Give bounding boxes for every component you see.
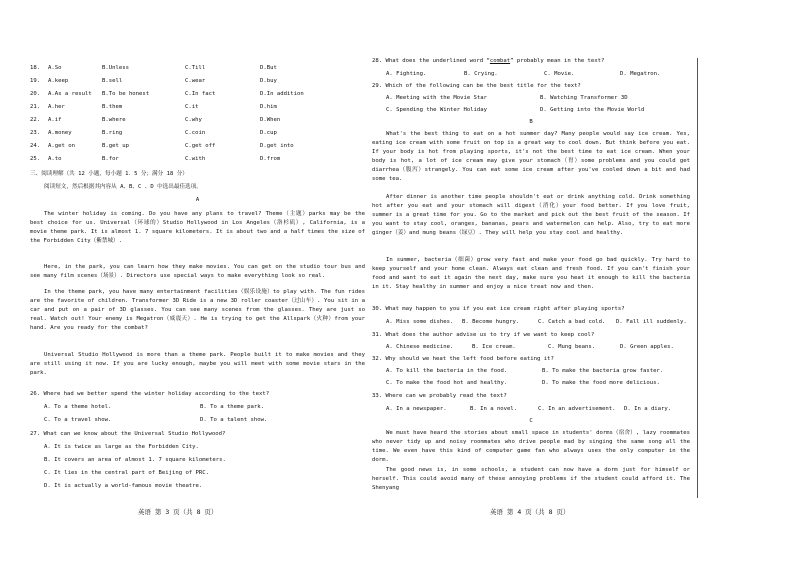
- section-title: 三、阅读理解（共 12 小题，每小题 1．5 分；满分 18 分）: [30, 171, 188, 177]
- passage-c-p2: The good news is, in some schools, a student can now have a dorm just for himself or herself. This could avoid many of these annoying problems if the student could afford it. The Shenyang: [372, 467, 690, 491]
- question-29: 29. Which of the following can be the best title for the text?: [372, 83, 581, 89]
- section-instruction: 阅读短文，然后根据其内容从 A、B、C 、D 中选出最佳选项。: [44, 184, 202, 190]
- left-page: [30, 0, 365, 562]
- page-footer-3: 英语 第 3 页（共 8 页）: [138, 508, 218, 516]
- q31-option-b: B. Ice cream.: [472, 344, 516, 350]
- cloze-option-c: C.with: [185, 156, 206, 162]
- q28-text-end: ” probably mean in the text?: [510, 58, 605, 64]
- q32-option-c: C. To make the food hot and healthy.: [386, 380, 508, 386]
- passage-b-p3: In summer, bacteria（细菌）grow very fast and make your food go bad quickly. Try hard to keep yourself and your home clean. Always eat clean and fresh food. If you can't finish your food and want to eat it again the next day, make sure you heat it enough to kill the bacteria in it. Stay healthy in summer and enjoy a nice treat now and then.: [372, 257, 690, 290]
- cloze-number: 21.: [30, 104, 41, 110]
- cloze-number: 19.: [30, 78, 41, 84]
- passage-b-label: B: [529, 119, 533, 125]
- q31-option-c: C. Mung beans.: [548, 344, 596, 350]
- cloze-option-d: D.When: [260, 117, 281, 123]
- cloze-number: 22.: [30, 117, 41, 123]
- q30-option-c: C. Catch a bad cold.: [538, 319, 606, 325]
- cloze-option-c: C.Till: [185, 65, 206, 71]
- cloze-number: 25.: [30, 156, 41, 162]
- cloze-option-a: A.money: [48, 130, 72, 136]
- q31-option-d: D. Green apples.: [620, 344, 674, 350]
- cloze-option-c: C.coin: [185, 130, 206, 136]
- passage-a-p2: Here, in the park, you can learn how they make movies. You can get on the studio tour bus and see many film scenes（场景）. Directors use special ways to make everything look so real.: [30, 264, 365, 279]
- page-footer-4: 英语 第 4 页（共 8 页）: [490, 508, 570, 516]
- cloze-option-b: B.ring: [102, 130, 123, 136]
- passage-b-p1: What's the best thing to eat on a hot summer day? Many people would say ice cream. Yes, eating ice cream with some fruit on top is a great way to cool down. But think before you eat. If your body is hot from playing sports, it's not the best time to eat ice cream. When your body is hot, a lot of ice cream may give your stomach（胃）some problems and you could get diarrhea（腹泻）strangely. You can eat some ice cream after you've cooled down a bit and had some tea.: [372, 131, 690, 182]
- cloze-option-a: A.get on: [48, 143, 75, 149]
- q29-option-b: B. Watching Transformer 3D: [540, 95, 628, 101]
- q30-option-b: B. Become hungry.: [462, 319, 520, 325]
- q30-option-d: D. Fall ill suddenly.: [616, 319, 687, 325]
- cloze-option-d: D.cup: [260, 130, 277, 136]
- passage-b-p2: After dinner is another time people shouldn't eat or drink anything cold. Drink something hot after you eat and your stomach will digest（消化）your food better. If you love fruit, summer is a great time for you. Go to the market and pick out the best fruit of the season. If you want to stay cool, oranges, bananas, pears and watermelon can help. Also, try to eat more ginger（姜）and mung beans（绿豆）. They will help you stay cool and healthy.: [372, 194, 690, 236]
- passage-a-p3: In the theme park, you have many entertainment facilities（娱乐设施）to play with. The fun rides are the favorite of children. Transformer 3D Ride is a new 3D roller coaster（过山车）. You sit in a car and put on a pair of 3D glasses. You can see many scenes from the glasses. They are just so real. Watch out! Your enemy is Megatron（威震天）. He is trying to get the Allspark（火种）from your hand. Are you ready for the combat?: [30, 289, 365, 331]
- q29-option-a: A. Meeting with the Movie Star: [386, 95, 488, 101]
- q29-option-c: C. Spending the Winter Holiday: [386, 107, 488, 113]
- cloze-option-b: B.for: [102, 156, 119, 162]
- q27-option-d: D. It is actually a world-famous movie theatre.: [44, 483, 203, 489]
- passage-c-label: C: [529, 418, 533, 424]
- cloze-option-a: A.to: [48, 156, 62, 162]
- question-30: 30. What may happen to you if you eat ice cream right after playing sports?: [372, 306, 625, 312]
- cloze-option-d: D.from: [260, 156, 281, 162]
- q26-option-c: C. To a travel show.: [44, 417, 112, 423]
- q32-option-b: B. To make the bacteria grow faster.: [542, 368, 664, 374]
- cloze-option-b: B.To be honest: [102, 91, 150, 97]
- q27-option-c: C. It lies in the central part of Beijing of PRC.: [44, 470, 210, 476]
- q27-option-a: A. It is twice as large as the Forbidden City.: [44, 444, 199, 450]
- question-27: 27. What can we know about the Universal Studio Hollywood?: [30, 431, 226, 437]
- cloze-option-a: A.keep: [48, 78, 69, 84]
- cloze-number: 23.: [30, 130, 41, 136]
- question-26: 26. Where had we better spend the winter holiday according to the text?: [30, 391, 270, 397]
- cloze-option-b: B.Unless: [102, 65, 129, 71]
- cloze-option-d: D.him: [260, 104, 277, 110]
- q26-option-b: B. To a theme park.: [200, 404, 264, 410]
- cloze-option-b: B.sell: [102, 78, 123, 84]
- cloze-option-a: A.So: [48, 65, 62, 71]
- question-31: 31. What does the author advise us to try if we want to keep cool?: [372, 332, 595, 338]
- cloze-option-b: B.them: [102, 104, 123, 110]
- cloze-number: 24.: [30, 143, 41, 149]
- q28-underlined-word: combat: [489, 58, 511, 64]
- cloze-option-b: B.where: [102, 117, 126, 123]
- q30-option-a: A. Miss some dishes.: [386, 319, 454, 325]
- q26-option-d: D. To a talent show.: [200, 417, 268, 423]
- cloze-option-c: C.get off: [185, 143, 216, 149]
- q33-option-a: A. In a newspaper.: [386, 406, 447, 412]
- cloze-option-c: C.In fact: [185, 91, 216, 97]
- q33-option-d: D. In a diary.: [624, 406, 672, 412]
- cloze-option-c: C.it: [185, 104, 199, 110]
- page-edge-line: [697, 58, 698, 498]
- cloze-option-b: B.get up: [102, 143, 129, 149]
- q28-option-d: D. Megatron.: [620, 71, 661, 77]
- q28-option-c: C. Movie.: [544, 71, 575, 77]
- q28-text-start: 28. What does the underlined word “: [372, 58, 490, 64]
- q33-option-c: C. In an advertisement.: [538, 406, 616, 412]
- cloze-option-a: A.her: [48, 104, 65, 110]
- passage-a-p4: Universal Studio Hollywood is more than a theme park. People built it to make movies and they are still using it now. If you are lucky enough, maybe you will meet with some movie stars in the park.: [30, 352, 365, 376]
- q33-option-b: B. In a novel.: [470, 406, 518, 412]
- cloze-option-a: A.As a result: [48, 91, 92, 97]
- cloze-option-d: D.get into: [260, 143, 294, 149]
- question-32: 32. Why should we heat the left food before eating it?: [372, 356, 554, 362]
- question-33: 33. Where can we probably read the text?: [372, 393, 507, 399]
- q32-option-d: D. To make the food more delicious.: [542, 380, 660, 386]
- q29-option-d: D. Getting into the Movie World: [540, 107, 645, 113]
- q32-option-a: A. To kill the bacteria in the food.: [386, 368, 508, 374]
- q27-option-b: B. It covers an area of almost 1. 7 square kilometers.: [44, 457, 226, 463]
- cloze-option-d: D.buy: [260, 78, 277, 84]
- cloze-option-c: C.why: [185, 117, 202, 123]
- q31-option-a: A. Chinese medicine.: [386, 344, 454, 350]
- cloze-option-c: C.wear: [185, 78, 206, 84]
- q26-option-a: A. To a theme hotel.: [44, 404, 112, 410]
- cloze-option-d: D.But: [260, 65, 277, 71]
- passage-c-p1: We must have heard the stories about small space in students' dorms（宿舍）, lazy roommates who never tidy up and noisy roommates who drive people mad by singing the same song all the time. We even have this kind of computer game fan who always uses the only computer in the dorm.: [372, 430, 690, 463]
- cloze-number: 20.: [30, 91, 41, 97]
- cloze-option-d: D.In addition: [260, 91, 304, 97]
- q28-option-a: A. Fighting.: [386, 71, 427, 77]
- question-28: [372, 57, 690, 66]
- q28-option-b: B. Crying.: [464, 71, 498, 77]
- right-page: [372, 0, 690, 562]
- passage-a-p1: The winter holiday is coming. Do you have any plans to travel? Theme（主题）parks may be the best choice for us. Universal（环球的）Studio Hollywood in Los Angeles（洛杉矶）, California, is a movie theme park. It is almost 1. 7 square kilometers. It is about two and a half times the size of the Forbidden City（紫禁城）.: [30, 211, 365, 244]
- cloze-number: 18.: [30, 65, 41, 71]
- cloze-option-a: A.if: [48, 117, 62, 123]
- passage-a-label: A: [195, 197, 200, 203]
